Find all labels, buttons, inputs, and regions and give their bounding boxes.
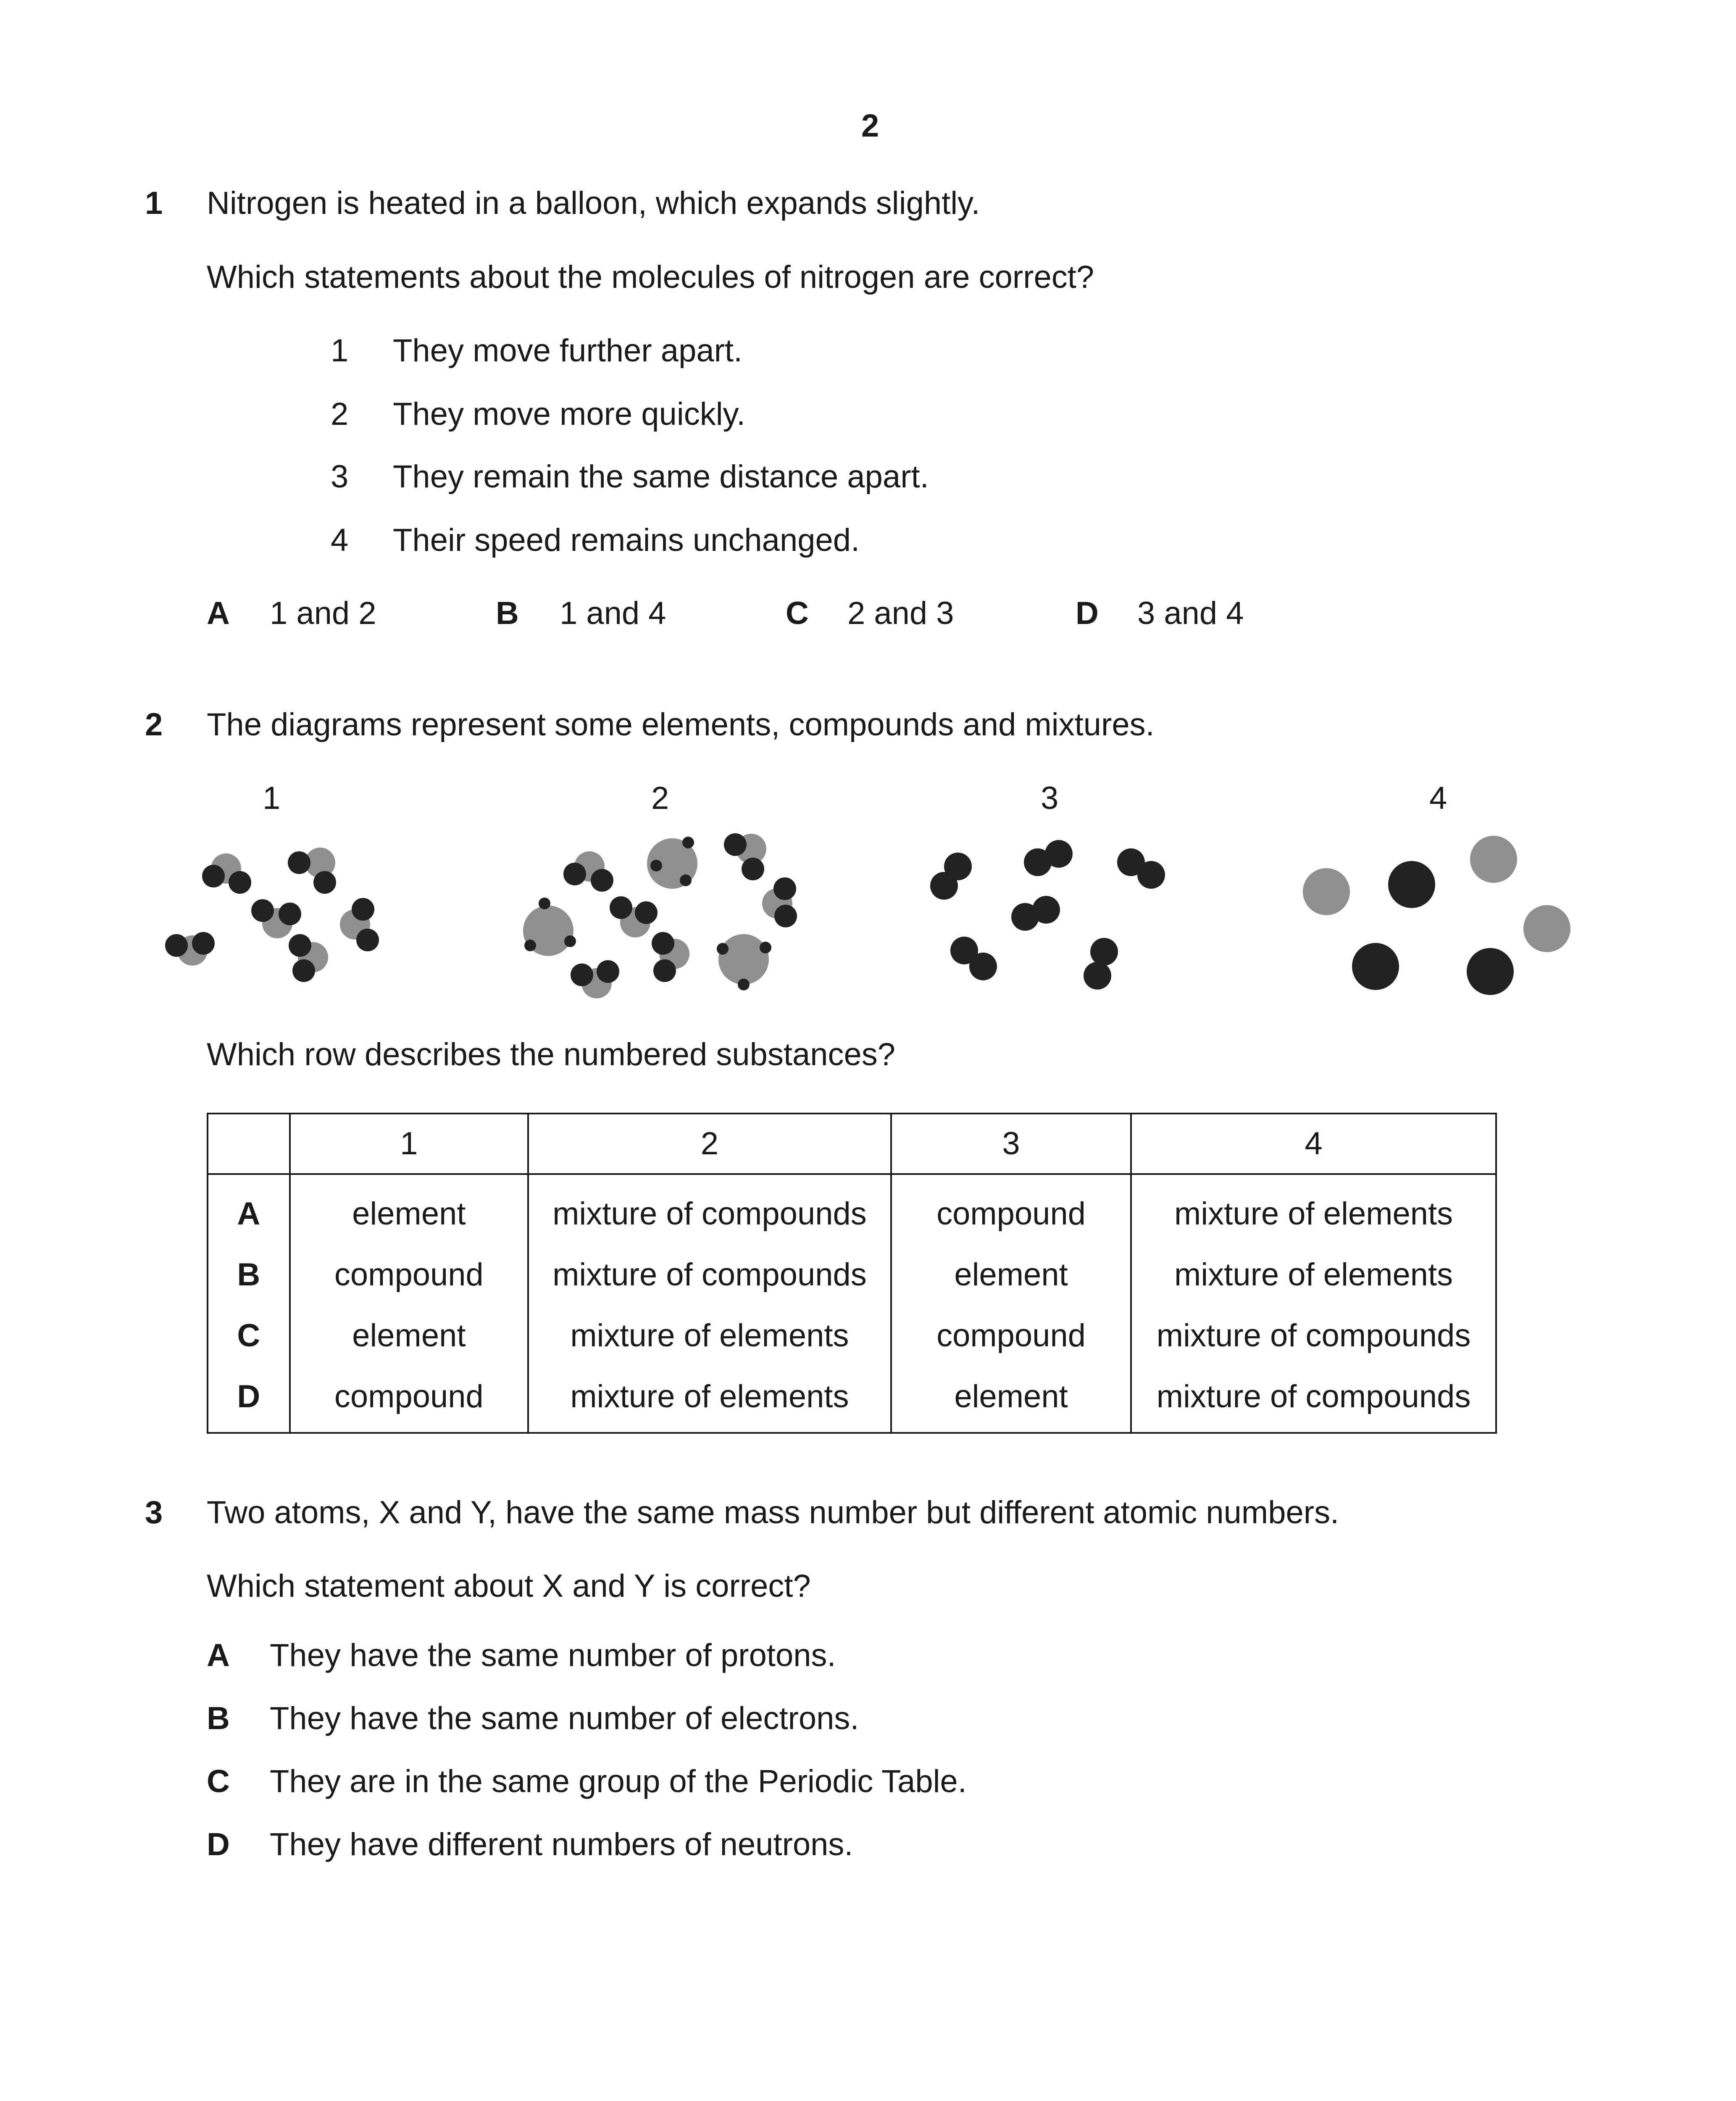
table-row [208,1244,1496,1305]
q1-option-a-letter: A [207,595,230,631]
dark-atom [1090,938,1118,966]
question-3-number: 3 [145,1495,163,1530]
dark-atom [1352,943,1399,990]
table-cell: mixture of compounds [1131,1366,1496,1433]
table-header-3: 3 [891,1114,1131,1174]
dark-atom [738,979,750,990]
table-cell: element [290,1174,528,1244]
statement-3-text: They remain the same distance apart. [393,459,929,495]
particle-diagrams [0,0,1736,1029]
q1-option-a-text: 1 and 2 [270,595,376,631]
dark-atom [652,932,674,955]
row-letter: C [208,1305,290,1366]
diagram-2-particles [523,833,797,998]
question-2-stem: The diagrams represent some elements, compounds and mixtures. [207,707,1155,742]
statement-3-number: 3 [331,459,349,495]
dark-atom [288,851,310,874]
question-3-prompt: Which statement about X and Y is correct? [207,1568,811,1604]
dark-atom [597,960,619,983]
page-number: 2 [861,108,879,144]
q1-option-c-letter: C [786,595,809,631]
q1-option-d-letter: D [1076,595,1099,631]
diagram-4-label: 4 [1429,780,1447,816]
dark-atom [313,871,336,894]
dark-atom [591,869,613,892]
q3-option-b-text: They have the same number of electrons. [270,1701,859,1736]
grey-atom [1303,868,1350,915]
dark-atom [680,874,692,886]
q3-option-a-text: They have the same number of protons. [270,1638,836,1673]
dark-atom [564,935,576,947]
dark-atom [653,959,676,982]
statement-2-number: 2 [331,396,349,432]
q1-option-b-letter: B [496,595,519,631]
dark-atom [524,940,536,951]
grey-atom [1523,905,1570,952]
table-cell: element [891,1366,1131,1433]
table-header-blank [208,1114,290,1174]
q3-option-a-letter: A [207,1638,230,1673]
dark-atom [773,877,796,900]
dark-atom [969,953,997,980]
dark-atom [1045,840,1073,868]
dark-atom [717,943,729,955]
statement-1-number: 1 [331,333,349,369]
q3-option-c-letter: C [207,1764,230,1799]
table-cell: element [290,1305,528,1366]
dark-atom [724,833,747,856]
grey-atom [718,934,769,985]
table-header-4: 4 [1131,1114,1496,1174]
diagram-4-particles [1303,836,1570,995]
dark-atom [289,934,311,957]
dark-atom [1084,962,1111,990]
dark-atom [682,837,694,848]
grey-atom [1470,836,1517,883]
question-2-number: 2 [145,707,163,742]
table-row [208,1366,1496,1433]
dark-atom [563,863,586,885]
dark-atom [352,898,374,921]
row-letter: A [208,1174,290,1244]
q1-option-d-text: 3 and 4 [1137,595,1244,631]
dark-atom [1467,948,1514,995]
dark-atom [571,964,593,986]
dark-atom [650,860,662,871]
table-cell: mixture of elements [528,1366,891,1433]
dark-atom [251,899,274,922]
diagram-1-label: 1 [263,780,281,816]
question-3-stem: Two atoms, X and Y, have the same mass number but different atomic numbers. [207,1495,1339,1530]
dark-atom [202,865,225,887]
dark-atom [1032,896,1060,924]
table-header-1: 1 [290,1114,528,1174]
dark-atom [1388,861,1435,908]
table-header-row [208,1114,1496,1174]
dark-atom [930,872,958,900]
diagram-1-particles [165,848,379,982]
table-cell: mixture of elements [1131,1244,1496,1305]
row-letter: D [208,1366,290,1433]
dark-atom [760,942,771,953]
statement-4-number: 4 [331,522,349,558]
table-cell: mixture of elements [528,1305,891,1366]
answer-table [207,1113,1497,1434]
q1-option-b-text: 1 and 4 [560,595,666,631]
question-1-number: 1 [145,185,163,221]
q1-option-c-text: 2 and 3 [847,595,954,631]
table-cell: element [891,1244,1131,1305]
dark-atom [1137,861,1165,889]
diagram-3-label: 3 [1041,780,1059,816]
q3-option-d-text: They have different numbers of neutrons. [270,1827,853,1862]
table-cell: mixture of compounds [528,1244,891,1305]
dark-atom [279,903,301,925]
table-header-2: 2 [528,1114,891,1174]
table-cell: mixture of elements [1131,1174,1496,1244]
table-cell: mixture of compounds [1131,1305,1496,1366]
statement-4-text: Their speed remains unchanged. [393,522,860,558]
row-letter: B [208,1244,290,1305]
statement-2-text: They move more quickly. [393,396,746,432]
statement-1-text: They move further apart. [393,333,743,369]
dark-atom [742,858,764,880]
table-cell: mixture of compounds [528,1174,891,1244]
table-cell: compound [290,1366,528,1433]
table-row [208,1174,1496,1244]
q3-option-c-text: They are in the same group of the Periodic Table. [270,1764,967,1799]
table-cell: compound [891,1174,1131,1244]
question-2-prompt: Which row describes the numbered substances? [207,1037,896,1072]
dark-atom [165,934,188,957]
dark-atom [292,959,315,982]
diagram-2-label: 2 [651,780,669,816]
dark-atom [192,932,215,955]
dark-atom [610,896,632,919]
dark-atom [774,905,797,927]
table-row [208,1305,1496,1366]
table-cell: compound [290,1244,528,1305]
dark-atom [356,929,379,951]
table-cell: compound [891,1305,1131,1366]
q3-option-b-letter: B [207,1701,230,1736]
question-1-prompt: Which statements about the molecules of nitrogen are correct? [207,259,1094,295]
dark-atom [229,871,251,894]
q3-option-d-letter: D [207,1827,230,1862]
dark-atom [539,898,550,909]
dark-atom [635,901,658,924]
question-1-stem: Nitrogen is heated in a balloon, which expands slightly. [207,185,980,221]
diagram-3-particles [930,840,1165,990]
